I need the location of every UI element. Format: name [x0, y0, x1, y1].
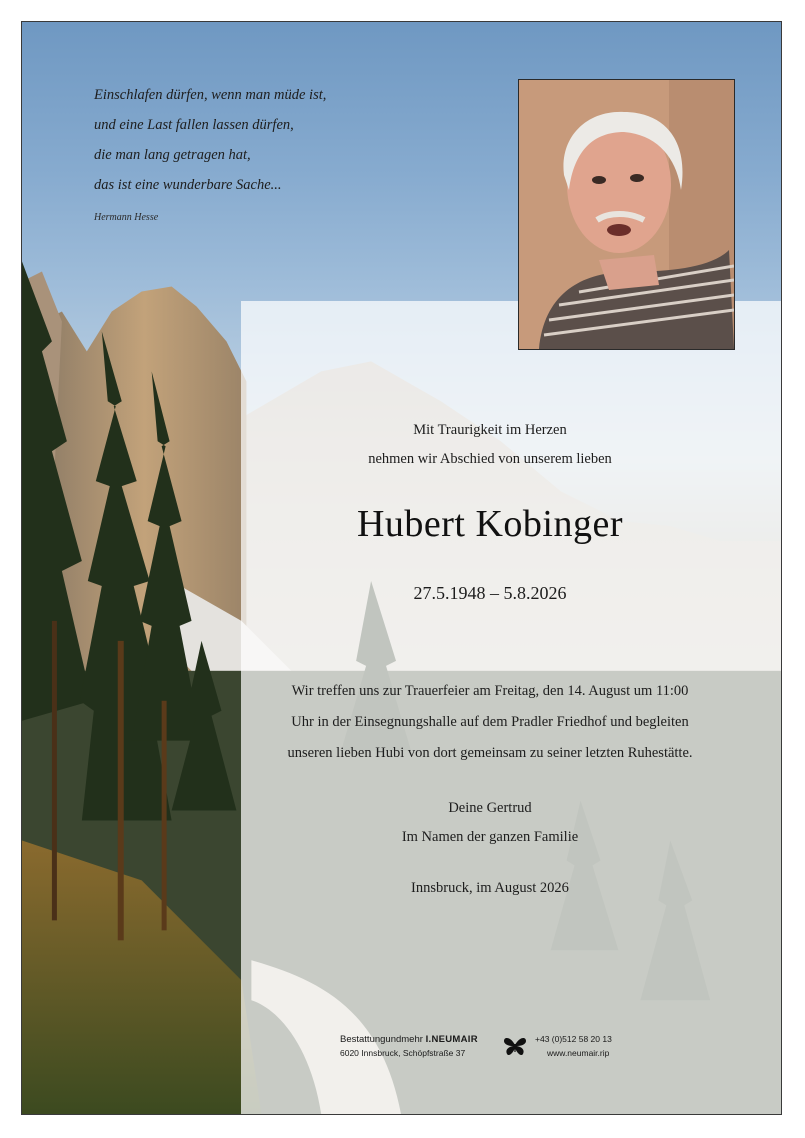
brand-prefix: Bestattungundmehr [340, 1034, 423, 1045]
poem-line: und eine Last fallen lassen dürfen, [94, 117, 294, 133]
signature-line-2: Im Namen der ganzen Familie [401, 829, 579, 845]
portrait-photo [518, 79, 735, 350]
website: www.neumair.rip [547, 1048, 610, 1058]
butterfly-icon [502, 1035, 528, 1057]
ceremony-line: Uhr in der Einsegnungshalle auf dem Pradler Friedhof und begleiten [291, 714, 689, 730]
poem-line: die man lang getragen hat, [94, 147, 251, 163]
ceremony-line: unseren lieben Hubi von dort gemeinsam zu seiner letzten Ruhestätte. [287, 745, 693, 761]
funeral-home-footer [340, 1034, 630, 1064]
poem-line: das ist eine wunderbare Sache... [94, 177, 282, 193]
brand [340, 1034, 478, 1045]
intro-text [219, 416, 761, 474]
brand-name: I.NEUMAIR [425, 1034, 478, 1045]
signature [219, 794, 761, 852]
intro-line-1: Mit Traurigkeit im Herzen [413, 422, 567, 438]
life-dates: 27.5.1948 – 5.8.2026 [413, 583, 567, 603]
obituary-card [21, 21, 782, 1115]
address: 6020 Innsbruck, Schöpfstraße 37 [340, 1048, 466, 1058]
ceremony-text [219, 676, 761, 769]
ceremony-line: Wir treffen uns zur Trauerfeier am Freitag, den 14. August um 11:00 [291, 683, 689, 699]
intro-line-2: nehmen wir Abschied von unserem lieben [368, 451, 612, 467]
phone-number: +43 (0)512 58 20 13 [535, 1034, 612, 1044]
deceased-name: Hubert Kobinger [356, 503, 624, 545]
portrait-image [519, 80, 734, 349]
poem-line: Einschlafen dürfen, wenn man müde ist, [94, 87, 327, 103]
signature-line-1: Deine Gertrud [448, 800, 532, 816]
place-date: Innsbruck, im August 2026 [411, 880, 569, 896]
poem-author: Hermann Hesse [94, 212, 159, 223]
poem [94, 80, 326, 200]
